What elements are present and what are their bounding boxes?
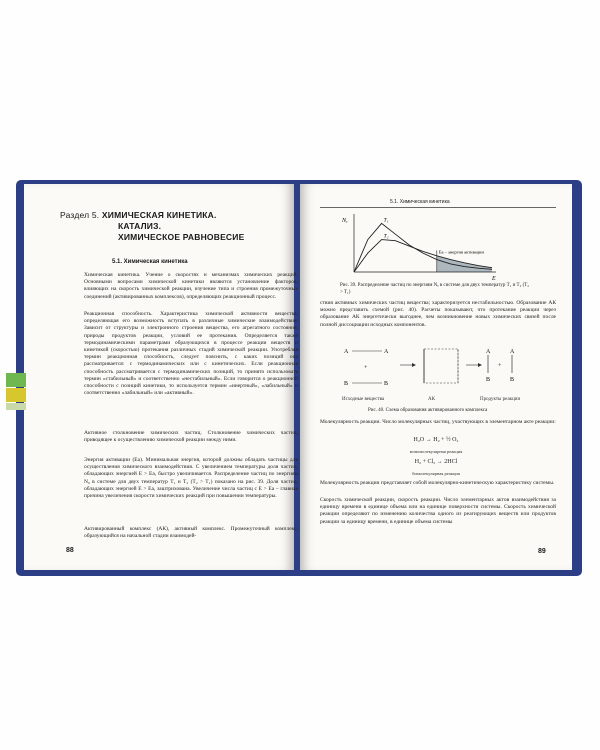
x-axis-label: E <box>492 276 496 280</box>
paragraph-collision: Активное столкновение химических частиц. Столкновение химических частиц, приводящее к осуществлению химической реакции между ними. <box>84 430 298 444</box>
page-number-left: 88 <box>66 547 74 554</box>
chapter-title-2: КАТАЛИЗ. <box>118 221 162 231</box>
paragraph-molecularity: Молекулярность реакции. Число молекулярных частиц, участвующих в элементарном акте реакции: <box>320 419 556 425</box>
page-number-right: 89 <box>538 548 546 555</box>
section-title: 5.1. Химическая кинетика <box>112 259 188 265</box>
paragraph-reaction-speed: Скорость химической реакции, скорость реакции. Число элементарных актов взаимодействия за единицу времени в единице объема или на единице поверхности системы. Скорость химической реакции определяют по изменению количества одного из реагирующих веществ или продуктов реакции за единицу времени, в единице объема системы <box>320 497 556 525</box>
section-tab-yellow <box>6 388 26 402</box>
paragraph-molecularity-2: Молекулярность реакции представляет собой молекулярно-кинетическую характеристику системы. <box>320 480 555 486</box>
chapter-title-1: ХИМИЧЕСКАЯ КИНЕТИКА. <box>101 210 217 220</box>
section-tab-green <box>6 373 26 387</box>
scheme-b2: B <box>384 381 389 387</box>
paragraph-ak: ствия активных химических частиц вещества; характеризуется нестабильностью. Образование АК можно представить схемой (рис. 40). Расчеты показывают, что протекание реакции через образование АК энергетически выгоднее, чем возникновение новых химических связей после полной диссоциации исходных компонентов. <box>320 300 556 328</box>
scheme-b4: B <box>510 377 515 383</box>
chapter-title-3: ХИМИЧЕСКОЕ РАВНОВЕСИЕ <box>118 232 245 242</box>
section-tab-light <box>6 403 26 410</box>
scheme-a4: A <box>510 349 515 355</box>
header-rule <box>320 207 556 208</box>
scheme-plus-1: + <box>364 365 368 371</box>
series-label-2: T₂ <box>383 233 389 240</box>
y-axis-label: Nₑ <box>342 218 348 224</box>
label-products: Продукты реакции <box>480 397 521 402</box>
equation-2-label: бимолекулярная реакция <box>412 471 460 476</box>
scheme-a3: A <box>486 349 491 355</box>
figure-39-caption: Рис. 39. Распределение частиц по энергиям Nₑ в системе для двух температур T₁ и T₂ (T₂ > T₁) <box>340 283 530 295</box>
paragraph-reactivity: Реакционная способность. Характеристика химической активности вещества, определяющая его возможность вступать в различные химические взаимодействия. Зависит от структуры и электронного строения вещества, его агрегатного состояния, природы продуктов реакции, условий ее протекания. Определяется также термодинамическими параметрами образующихся в процессе реакции веществ и кинетикой (скоростью) протекания различных стадий химической реакции. Употребляя термин реакционная способность, следует пояснить, с каких позиций она рассматривается: с термодинамических или с кинетических. Если реакционная способность рассматривается с термодинамических позиций, то принято использовать термин «стабильный» и соответственно «нестабильный». Если говорится о реакционной способности с позиций кинетики, то используется термин «инертный», «лабильный» и соответственно «лабильный» или «активный». <box>84 311 298 397</box>
activated-complex-scheme <box>320 343 556 391</box>
running-head: 5.1. Химическая кинетика <box>390 199 450 205</box>
chapter-prefix: Раздел 5. <box>60 210 100 220</box>
scheme-b3: B <box>486 377 491 383</box>
chapter-heading <box>60 210 244 243</box>
scheme-plus-2: + <box>498 363 502 369</box>
equation-2: H₂ + Cl₂ → 2HCl <box>414 459 458 465</box>
paragraph-activation: Энергия активации (Eа). Минимальная энергия, которой должны обладать частицы для осуществления химического взаимодействия. С увеличением температуры доля частиц, обладающих энергией E > Eа, быстро увеличивается. Распределение частиц по энергиям N₀ в системе для двух температур T₁ и T₂ (T₂ > T₁) показано на рис. 39. Доля частиц, обладающих энергией E > Eа, заштрихована. Увеличение числа частиц с E > Eа – главная причина увеличения скорости химических реакций при повышении температуры. <box>84 457 298 500</box>
scheme-a1: A <box>344 349 349 355</box>
scheme-b1: B <box>344 381 349 387</box>
paragraph-complex: Активированный комплекс (АК), активный комплекс. Промежуточный комплекс, образующийся на начальной стадии взаимодей- <box>84 526 298 540</box>
label-ak: АК <box>428 397 435 402</box>
ea-annotation: Eа – энергия активации <box>438 249 484 255</box>
energy-distribution-chart <box>340 212 500 280</box>
scheme-a2: A <box>384 349 389 355</box>
equation-1: H₂O → H₂ + ½ O₂ <box>413 437 459 443</box>
label-reactants: Исходные вещества <box>342 397 385 402</box>
figure-40-caption: Рис. 40. Схема образования активированного комплекса <box>368 408 488 413</box>
paragraph-kinetics: Химическая кинетика. Учение о скоростях и механизмах химических реакций. Основными вопросами химической кинетики являются установление факторов, влияющих на скорость химической реакции, изучение типа и строения промежуточных соединений (активированных комплексов), определяющих реакционный процесс. <box>84 272 298 300</box>
series-label-1: T₁ <box>383 217 389 224</box>
equation-1-label: мономолекулярная реакция <box>409 449 463 454</box>
